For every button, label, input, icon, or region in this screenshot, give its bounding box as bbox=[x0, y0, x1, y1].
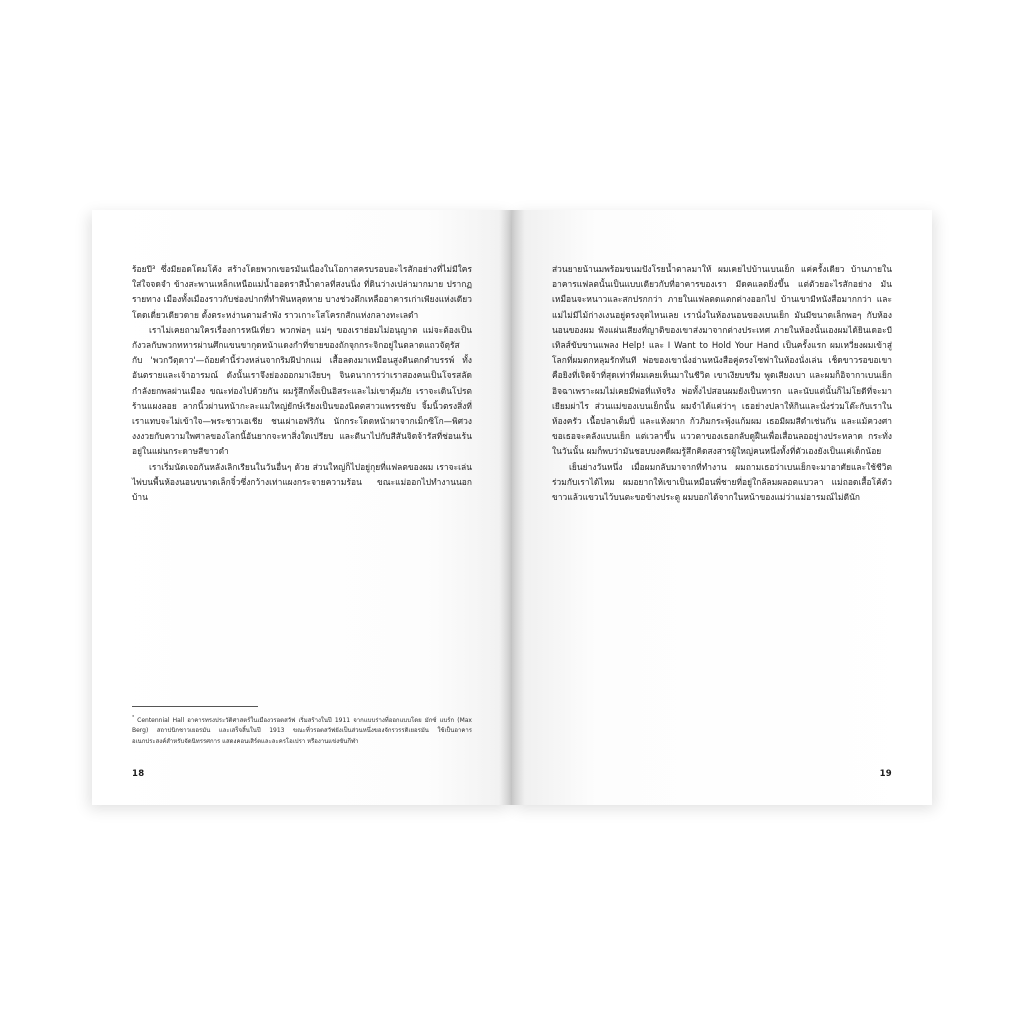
paragraph: ร้อยปี³ ซึ่งมียอดโดมโค้ง สร้างโดยพวกเขอรมันเนื่องในโอกาสครบรอบอะไรสักอย่างที่ไม่มีใครใส่ใจจดจำ ข้างสะพานเหล็กเหนือแม่น้ำออดราสีน้ำตาลที่สงนนิ่ง ที่ดินว่างเปล่ามากมาย ปรากฏรายทาง เมืองทั้งเมืองราวกับช่องปากที่ทำฟันหลุดหาย บางช่วงตึกเหลืออาคารเก่าเพียงแห่งเดียว โดดเดี่ยวเดียวดาย ตั้งตระหง่านตามลำพัง ราวเกาะโสโครกสักแห่งกลางทะเลดำ bbox=[132, 264, 472, 320]
paragraph: ส่วนยายน้านมพร้อมขนมปังโรยน้ำตาลมาให้ ผมเคยไปบ้านเบนเย็ก แค่ครั้งเดียว บ้านภายในอาคารแฟลตนั้นเป็นแบบเดียวกับที่อาคารของเรา มีดคแลตยิ่งขึ้น แต่ตัวยอะไรสักอย่าง มันเหมือนจะหนาวและสกปรกกว่า ภายในแฟลตดแตกต่างออกไป บ้านเขามีหนังสือมากกว่า และแม่ไม่มีไม้ก่างเงนอยู่ตรงจุดไหนเลย เรานั่งในห้องนอนของเบนเย็ก มันมีขนาดเล็กพอๆ กับห้องนอนของผม ฟังแผ่นเสียงที่ญาติของเขาส่งมาจากต่างประเทศ ภายในห้องนั้นเองผมได้ยินเดอะบีเทิลส์ขับขานแพลง Help! และ I Want to Hold Your Hand เป็นครั้งแรก ผมเหวี่ยงผมเข้าสู่โลกที่ผมตกหลุมรักทันที พ่อของเขานั่งอ่านหนังสือคู่ตรงโซฟาในห้องนั่งเล่น เช็ดขาวรอขอเขา คือยิงที่เจิดจ้าที่สุดเท่าที่ผมเคยเห็นมาในชีวิต เขาเงียบขรีม พูดเสียงเบา และผมก็อิจากาเบนเย็ก อิจฉาเพราะผมไม่เคยมีพ่อที่แท้จริง พ่อทั้งไปสอนผมยังเป็นทารก และนับแต่นั้นก็ไม่โยดีที่จะมาเยียมผ่าไร ส่วนแม่ของเบนเย็กนั้น ผมจำได้แค่ว่าๆ เธอย่างปลาให้กินและนั่งร่วมโต๊ะกับเราในห้องครัว เนื้อปลาเต็มปี่ และแห้งผาก ก้วภิมกระพุ้งแก้มผม เธอมีผมสีดำเช่นกัน และแม้ควงศาขอเธอจะคลังแบนเย็ก แต่เวลาขึ้น แววตาของเธอกลับดูฝืนเพื่อเสื่อนลออยู่างประหลาด กระทั่งในวันนั้น ผมก็พบว่ามันชอบบงคดีผมรู้สึกคิดสงสารผู้ใหญ่คนหนึ่งทั้งที่ตัวเองยังเป็นแค่เด็กน้อย bbox=[552, 264, 892, 457]
footnote-marker: ³ bbox=[132, 714, 135, 721]
paragraph: เราไม่เคยถามใครเรื่องการหนีเที่ยว พวกพ่อๆ แม่ๆ ของเราย่อมไม่อนุญาต แม่จะต้องเป็นกังวลกับพวกทหารผ่านศึกแขนขากุดหน้าแดงกำที่ขายของถักจุกกระจิกอยู่ในตลาดแถวจัตุรัส กับ 'พวกวีตุดาว'—ถ้อยคำนี้ร่วงหล่นจากริมฝีปากแม่ เสื้อลดงมาเหมือนสูงตีนตกตำบรรพ์ ทั้งอันตรายและเจ้าอารมณ์ ดังนั้นเราจึงย่องออกมาเงียบๆ จินตนาการว่าเราสองคนเป็นโจรสลัดกำลังยกพลผ่านเมือง ขณะท่องไปด้วยกัน ผมรู้สึกทั้งเป็นอิสระและไม่เขาคุ้มภัย เราจะเดินโปรตร้านแผงลอย ลากนิ้วผ่านหน้ากะละแมใหญ่ยักษ์เรียงเป็นของนิตตสาวแพรรซยับ จิ้มนิ้วตรงสิ่งที่เราแทบจะไม่เข้าใจ—พระชาวเอเชีย ชนเผ่าเอฟริกัน นักกระโดดหน้าผาจากเม็กซิโก—พิศวงงงงวยกับความใพศาลของโลกนี้อันยากจะหาสิ่งใดเปรียบ และตีนาไปกับสีสันจิดจ้ารัสที่ช่อนเร้นอยู่ในแผ่นกระดาษสีขาวดำ bbox=[132, 324, 472, 457]
footnote-body: Centennial Hall อาคารทรงประวัติศาสตร์ในเมืองวรอตสวัฟ เริ่มสร้างในปี 1911 จากแบบร่างที่ออกแบบโดย มักซ์ แบร์ก (Max Berg) สถาปนิกชาวเยอรมัน และเสร็จสิ้นในปี 1913 ขณะที่วรอตสวัฟยังเป็นส่วนหนึ่งของจักรวรรดิเยอรมัน ใช้เป็นอาคารอเนกประสงค์สำหรับจัดนิทรรศการ แสดงคอนเสิร์ตและละครโอเปรา หรืองานแข่งขันกีฬา bbox=[132, 716, 472, 745]
right-page-body bbox=[552, 262, 892, 505]
footnote-block bbox=[132, 706, 472, 747]
page-number-left: 18 bbox=[132, 769, 145, 779]
book-spread bbox=[92, 210, 932, 805]
left-page-body bbox=[132, 262, 472, 505]
paragraph: เย็นย่างวันหนึ่ง เมื่อผมกลับมาจากที่ทำงาน ผมถามเธอว่าเบนเย็กจะมาอาศัยและใช้ชีวิตร่วมกับเราได้ไหม ผมอยากให้เขาเป็นเหมือนพี่ชายที่อยู่ใกล้ลมผลอตแบวลา แม่ถอดเสื้อโค้ตัวขาวแล้วแขวนไว้บนตะขอข้างประตู ผมบอกได้จากในหน้าของแม่ว่าแม่อารมณ์ไม่ดีนัก bbox=[552, 461, 892, 503]
paragraph: เราเริ่มนัดเจอกันหลังเลิกเรียนในวันอื่นๆ ด้วย ส่วนใหญ่ก็ไปอยู่กุยที่แฟลตของผม เราจะเล่นไพ่บนพื้นห้องนอนขนาดเล็กจิ๋วซึ่งกว้างเท่าแผงกระจายความร้อน ขณะแม่ออกไปทำงานนอกบ้าน bbox=[132, 461, 472, 503]
left-page bbox=[92, 210, 512, 805]
footnote-rule bbox=[132, 706, 258, 707]
right-page bbox=[512, 210, 932, 805]
footnote-text bbox=[132, 713, 472, 747]
page-number-right: 19 bbox=[879, 769, 892, 779]
